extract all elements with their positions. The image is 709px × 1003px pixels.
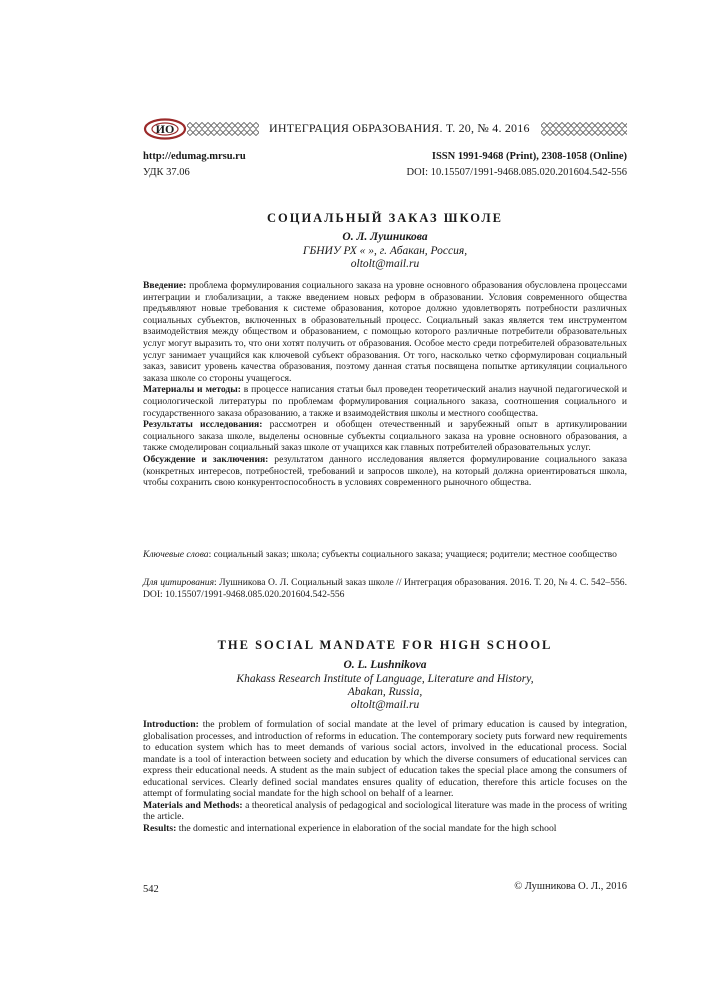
- abstract-ru-discussion: [143, 454, 627, 489]
- journal-logo-icon: [143, 118, 187, 140]
- abstract-en: [143, 719, 627, 834]
- email-ru: oltolt@mail.ru: [350, 258, 420, 270]
- methods-label-en: Materials and Methods:: [143, 799, 243, 811]
- methods-text-en: a theoretical analysis of pedagogical and sociological literature was made in the process of writing the article.: [143, 799, 628, 822]
- doi: DOI: 10.15507/1991-9468.085.020.201604.542-556: [406, 167, 627, 178]
- citation-label-ru: Для цитирования: [143, 577, 215, 588]
- discussion-label-ru: Обсуждение и заключения:: [143, 453, 269, 465]
- citation-ru: [143, 577, 627, 600]
- results-label-ru: Результаты исследования:: [143, 419, 263, 431]
- abstract-en-methods: [143, 800, 627, 823]
- abstract-en-intro: [143, 719, 627, 800]
- journal-header: [143, 118, 627, 140]
- copyright: © Лушникова О. Л., 2016: [514, 881, 627, 892]
- keywords-ru: [143, 549, 627, 561]
- affiliation-ru: ГБНИУ РХ « », г. Абакан, Россия,: [302, 245, 468, 257]
- decorative-pattern-left-icon: [187, 122, 259, 136]
- email-en: oltolt@mail.ru: [350, 699, 420, 711]
- keywords-label-ru: Ключевые слова: [143, 549, 209, 560]
- intro-text-en: the problem of formulation of social mandate at the level of primary education is caused by integration, globalisation processes, and introduction of reforms in education. The contemporary society puts forward new requirements to education system which has to meet demands of various social actors, involved in the educational process. Social mandate is a tool of interaction between society and education by which the diverse consumers of educational services can express their educational needs. A student as the main subject of education takes the special place among the consumers of educational services. Clearly defined social mandates ensures quality of education, therefore this article focuses on the attempt of formulating social mandate for the high school on behalf of a learner.: [143, 719, 627, 799]
- intro-text-ru: проблема формулирования социального заказа на уровне основного образования обусловлена процессами интеграции и глобализации, а также введением новых реформ в образовании. Условия современного общества предъявляют новые требования к системе образования, которое должно удовлетворять потребности различных социальных субъектов, включенных в образовательный процесс. Социальный заказ является тем инструментом взаимодействия между обществом и образованием, с помощью которого различные потребители образовательных услуг могут выразить то, что они хотят получить от образования. Особое место среди потребителей образовательных услуг занимает учащийся как ключевой субъект образования. От того, насколько четко сформулирован социальный заказ, зависит уровень качества образования, поэтому данная статья посвящена попытке артикуляции социального заказа школе со стороны учащегося.: [143, 280, 627, 384]
- discussion-text-ru: результатом данного исследования является формулирование социального заказа (конкретных интересов, потребностей, требований и запросов школе), на который должна ориентироваться школа, чтобы сохранить свою конкурентоспособность в условиях современного рыночного общества.: [143, 453, 628, 489]
- abstract-ru: [143, 280, 627, 489]
- svg-text:ИО: ИО: [155, 122, 175, 136]
- abstract-en-results: [143, 823, 627, 835]
- author-ru: О. Л. Лушникова: [342, 231, 428, 243]
- abstract-ru-intro: [143, 280, 627, 384]
- abstract-ru-results: [143, 419, 627, 454]
- results-label-en: Results:: [143, 822, 177, 834]
- citation-text-ru: : Лушникова О. Л. Социальный заказ школе // Интеграция образования. 2016. Т. 20, № 4. С. 542–556. DOI: 10.15507/1991-9468.085.020.201604.542-556: [143, 577, 627, 600]
- keywords-text-ru: : социальный заказ; школа; субъекты социального заказа; учащиеся; родители; местное сообщество: [208, 549, 617, 560]
- abstract-ru-methods: [143, 384, 627, 419]
- issn: ISSN 1991-9468 (Print), 2308-1058 (Online): [431, 151, 627, 162]
- intro-label-ru: Введение:: [143, 280, 187, 291]
- journal-url-link[interactable]: http://edumag.mrsu.ru: [143, 151, 246, 162]
- author-en: O. L. Lushnikova: [343, 659, 427, 671]
- article-title-ru: СОЦИАЛЬНЫЙ ЗАКАЗ ШКОЛЕ: [266, 211, 503, 225]
- affiliation-en-line1: Khakass Research Institute of Language, Literature and History,: [236, 673, 534, 685]
- article-title-en: THE SOCIAL MANDATE FOR HIGH SCHOOL: [217, 638, 553, 652]
- affiliation-en-line2: Abakan, Russia,: [347, 686, 423, 698]
- methods-text-ru: в процессе написания статьи был проведен теоретический анализ научной педагогической и социологической литературы по проблемам формулирования социального заказа, соотношения социального и государственного заказа образованию, а также и взаимодействия школы и местного сообщества.: [143, 384, 627, 419]
- decorative-pattern-right-icon: [541, 122, 627, 136]
- intro-label-en: Introduction:: [143, 719, 199, 730]
- journal-title: ИНТЕГРАЦИЯ ОБРАЗОВАНИЯ. Т. 20, № 4. 2016: [269, 121, 530, 135]
- page-number: 542: [143, 884, 159, 895]
- results-text-en: the domestic and international experience in elaboration of the social mandate for the high school: [178, 822, 557, 834]
- results-text-ru: рассмотрен и обобщен отечественный и зарубежный опыт в артикулировании социального заказа школе, выделены основные субъекты социального заказа на уровне основного образования, а также смоделирован социальный заказ школе от учащихся как главных потребителей образовательных услуг.: [143, 419, 627, 454]
- udc: УДК 37.06: [143, 167, 190, 178]
- methods-label-ru: Материалы и методы:: [143, 384, 241, 396]
